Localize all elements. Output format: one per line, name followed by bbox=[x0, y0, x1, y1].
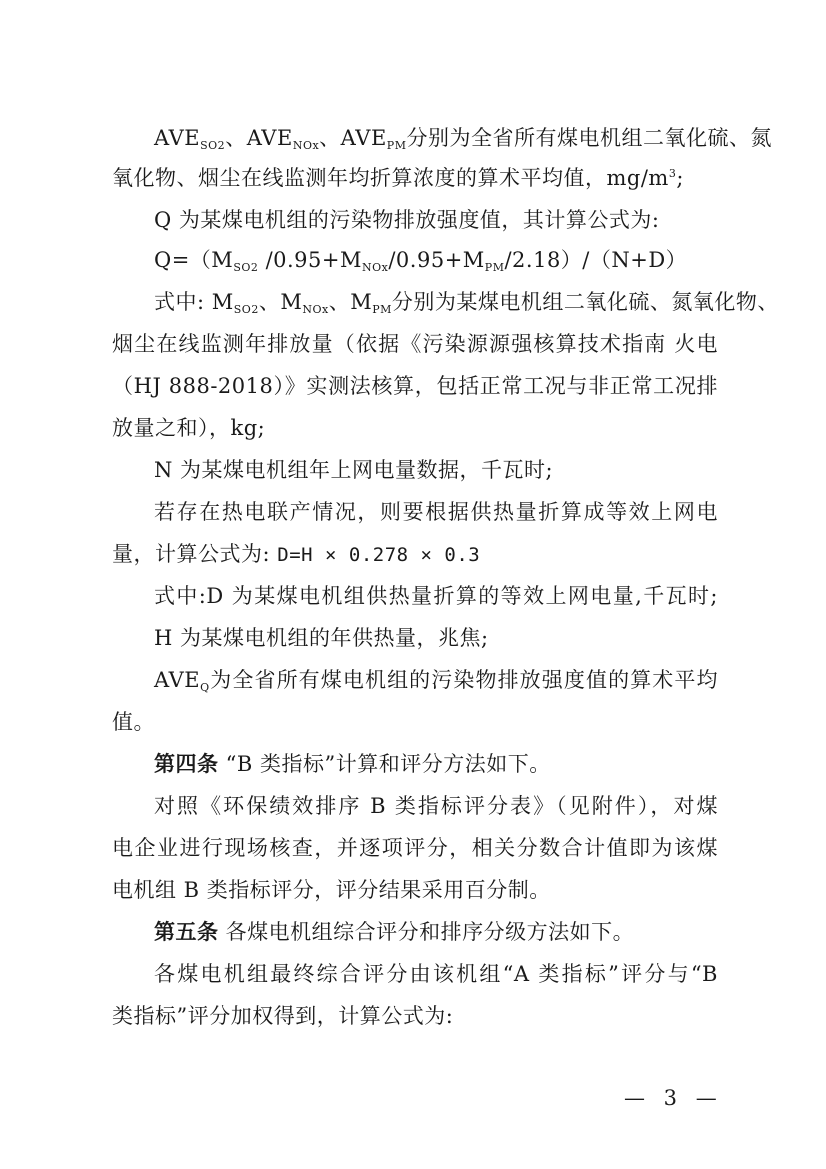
formula-q: $Q=(M_{SO2}$ $/0.95+M_{NOx}/0.95+M_{PM}/2.18)/(N+D)$ bbox=[154, 248, 688, 274]
paragraph-d-definition: 式中:D 为某煤电机组供热量折算的等效上网电量,千瓦时; bbox=[154, 584, 718, 608]
article-4-paragraph-line-2: 电企业进行现场核查，并逐项评分，相关分数合计值即为该煤 bbox=[112, 836, 718, 860]
paragraph-aveq-line-2: 值。 bbox=[112, 710, 155, 734]
paragraph-q-definition: Q 为某煤电机组的污染物排放强度值，其计算公式为: bbox=[154, 208, 660, 232]
paragraph-chp-line-1: 若存在热电联产情况，则要根据供热量折算成等效上网电 bbox=[154, 500, 718, 524]
article-5-paragraph-line-1: 各煤电机组最终综合评分由该机组“A 类指标”评分与“B bbox=[154, 962, 718, 986]
paragraph-n-definition: N 为某煤电机组年上网电量数据，千瓦时; bbox=[154, 458, 554, 482]
paragraph-m-definition-line-1: 式中: $M_{SO2}$、$M_{NOx}$、$M_{PM}$分别为某煤电机组二氧化硫、氮氧化物、 bbox=[154, 290, 779, 316]
paragraph-aveq-line-1: $AVE_Q$为全省所有煤电机组的污染物排放强度值的算术平均 bbox=[154, 668, 718, 694]
article-5-heading-line: 第五条 各煤电机组综合评分和排序分级方法如下。 bbox=[154, 920, 635, 944]
paragraph-m-definition-line-3: （HJ 888-2018）》实测法核算，包括正常工况与非正常工况排 bbox=[112, 374, 718, 398]
article-5-paragraph-line-2: 类指标”评分加权得到，计算公式为: bbox=[112, 1004, 454, 1028]
article-4-paragraph-line-3: 电机组 B 类指标评分，评分结果采用百分制。 bbox=[112, 878, 551, 902]
paragraph-ave-definition-line-2: 氧化物、烟尘在线监测年均折算浓度的算术平均值，$mg/m^3$; bbox=[112, 166, 684, 190]
article-4-heading-line: 第四条 “B 类指标”计算和评分方法如下。 bbox=[154, 752, 551, 776]
paragraph-h-definition: H 为某煤电机组的年供热量，兆焦; bbox=[154, 626, 489, 650]
article-5-heading: 第五条 bbox=[154, 920, 219, 944]
article-4-heading: 第四条 bbox=[154, 752, 219, 776]
paragraph-m-definition-line-4: 放量之和），kg; bbox=[112, 416, 266, 440]
formula-d: D=H × 0.278 × 0.3 bbox=[277, 544, 481, 566]
paragraph-ave-definition-line-1: $AVE_{SO2}$、$AVE_{NOx}$、$AVE_{PM}$分别为全省所有煤电机组二氧化硫、氮 bbox=[154, 126, 772, 152]
article-4-paragraph-line-1: 对照《环保绩效排序 B 类指标评分表》（见附件），对煤 bbox=[154, 794, 718, 818]
page-number: — 3 — bbox=[624, 1086, 723, 1110]
paragraph-m-definition-line-2: 烟尘在线监测年排放量（依据《污染源源强核算技术指南 火电 bbox=[112, 332, 718, 356]
paragraph-chp-line-2: 量，计算公式为: D=H × 0.278 × 0.3 bbox=[112, 542, 481, 566]
